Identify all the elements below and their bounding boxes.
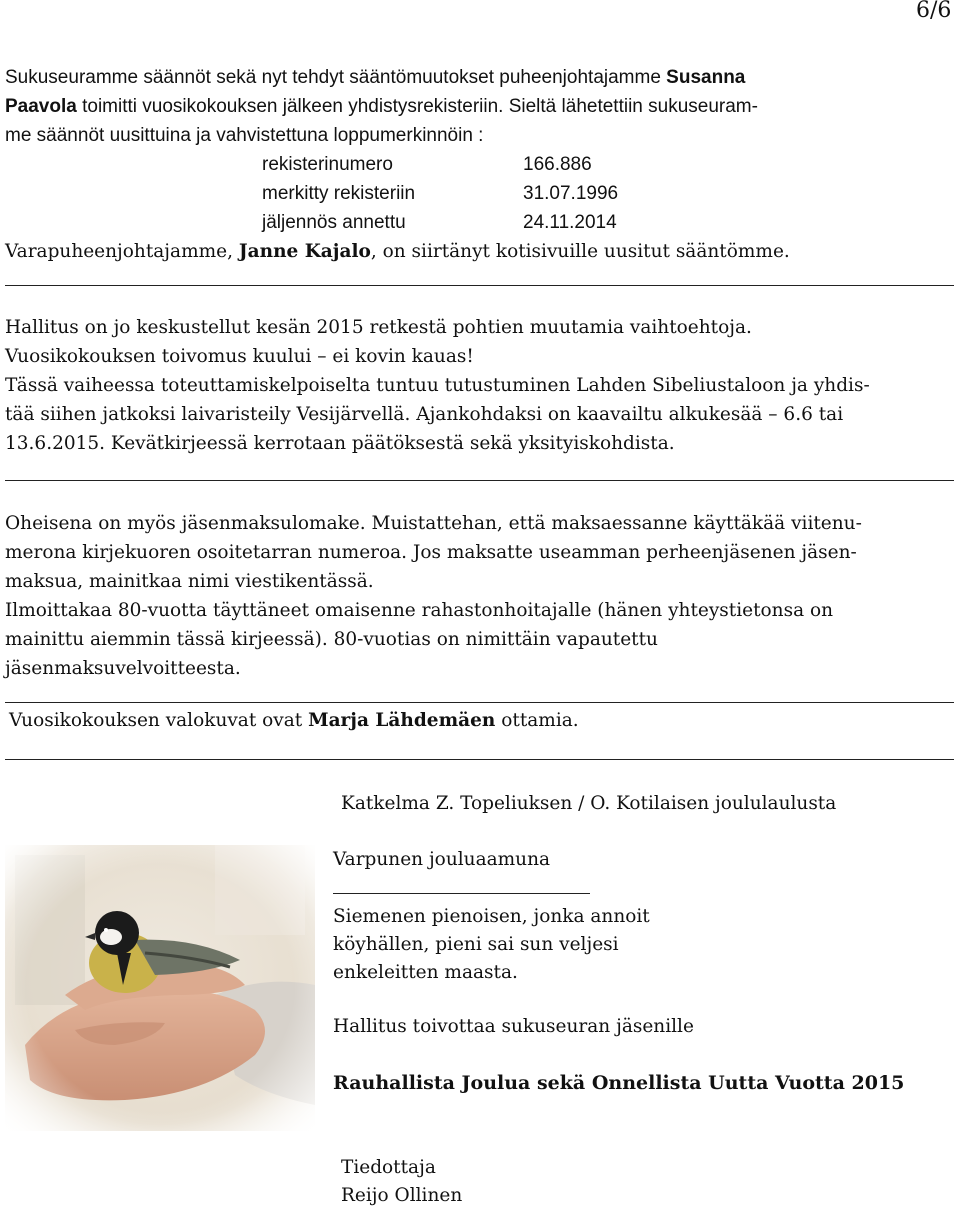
bird-in-hands-photo (5, 845, 315, 1131)
season-greeting: Rauhallista Joulua sekä Onnellista Uutta Vuotta 2015 (333, 1072, 905, 1094)
membership-line: jäsenmaksuvelvoitteesta. (5, 658, 241, 679)
signature-role: Tiedottaja (341, 1157, 436, 1178)
divider-rule (5, 702, 954, 703)
registry-row (262, 208, 955, 237)
photographer-name: Marja Lähdemäen (308, 710, 496, 731)
registry-label: merkitty rekisteriin (262, 183, 416, 204)
membership-line: Ilmoittakaa 80-vuotta täyttäneet omaisenne rahastonhoitajalle (hänen yhteystietonsa on (5, 600, 834, 621)
registry-value: 166.886 (523, 154, 592, 175)
registry-label: rekisterinumero (262, 154, 393, 175)
chair-first-name: Susanna (666, 67, 746, 88)
trip-section (5, 313, 955, 458)
signature-name: Reijo Ollinen (341, 1185, 463, 1206)
song-verse (333, 903, 650, 987)
signature (341, 1154, 462, 1210)
photo-credit-text: Vuosikokouksen valokuvat ovat (9, 710, 309, 731)
photo-credit (9, 706, 579, 735)
verse-line: enkeleitten maasta. (333, 962, 518, 983)
membership-section (5, 509, 955, 683)
trip-line: tää siihen jatkoksi laivaristeily Vesijärvellä. Ajankohdaksi on kaavailtu alkukesää – 6.6 tai (5, 404, 844, 425)
song-excerpt-caption: Katkelma Z. Topeliuksen / O. Kotilaisen joululaulusta (341, 793, 837, 814)
divider-rule (5, 759, 954, 760)
registry-table (262, 150, 955, 237)
divider-rule (5, 285, 954, 286)
registry-value: 24.11.2014 (523, 212, 617, 233)
verse-line: Siemenen pienoisen, jonka annoit (333, 906, 650, 927)
trip-line: Tässä vaiheessa toteuttamiskelpoiselta tuntuu tutustuminen Lahden Sibeliustaloon ja yhdis- (5, 375, 870, 396)
rules-text: Sukuseuramme säännöt sekä nyt tehdyt sääntömuutokset puheenjohtajamme (5, 67, 667, 88)
board-wish: Hallitus toivottaa sukuseuran jäsenille (333, 1016, 694, 1037)
membership-line: merona kirjekuoren osoitetarran numeroa. Jos maksatte useamman perheenjäsenen jäsen- (5, 542, 857, 563)
rules-paragraph-line-1 (5, 63, 955, 92)
divider-rule (5, 480, 954, 481)
vice-chair-text: , on siirtänyt kotisivuille uusitut sääntömme. (370, 241, 790, 262)
photo-credit-text: ottamia. (495, 710, 579, 731)
trip-line: Hallitus on jo keskustellut kesän 2015 retkestä pohtien muutamia vaihtoehtoja. (5, 317, 752, 338)
registry-row (262, 150, 955, 179)
song-title: Varpunen jouluaamuna (333, 849, 551, 870)
trip-line: Vuosikokouksen toivomus kuului – ei kovin kauas! (5, 346, 474, 367)
vice-chair-text: Varapuheenjohtajamme, (5, 241, 239, 262)
rules-paragraph-line-2 (5, 92, 955, 121)
rules-text: toimitti vuosikokouksen jälkeen yhdistysrekisteriin. Sieltä lähetettiin sukuseuram- (76, 96, 758, 117)
registry-row (262, 179, 955, 208)
registry-label: jäljennös annettu (262, 212, 406, 233)
membership-line: maksua, mainitkaa nimi viestikentässä. (5, 571, 374, 592)
registry-value: 31.07.1996 (523, 183, 619, 204)
rules-section (5, 63, 955, 266)
vice-chair-line (5, 237, 955, 266)
chair-last-name: Paavola (5, 96, 77, 117)
membership-line: Oheisena on myös jäsenmaksulomake. Muistattehan, että maksaessanne käyttäkää viitenu- (5, 513, 862, 534)
trip-line: 13.6.2015. Kevätkirjeessä kerrotaan päätöksestä sekä yksityiskohdista. (5, 433, 675, 454)
rules-paragraph-line-3: me säännöt uusittuina ja vahvistettuna loppumerkinnöin : (5, 125, 484, 146)
membership-line: mainittu aiemmin tässä kirjeessä). 80-vuotias on nimittäin vapautettu (5, 629, 658, 650)
song-title-underline (333, 893, 590, 894)
verse-line: köyhällen, pieni sai sun veljesi (333, 934, 619, 955)
vice-chair-name: Janne Kajalo (238, 241, 371, 262)
page-number: 6/6 (916, 0, 952, 23)
